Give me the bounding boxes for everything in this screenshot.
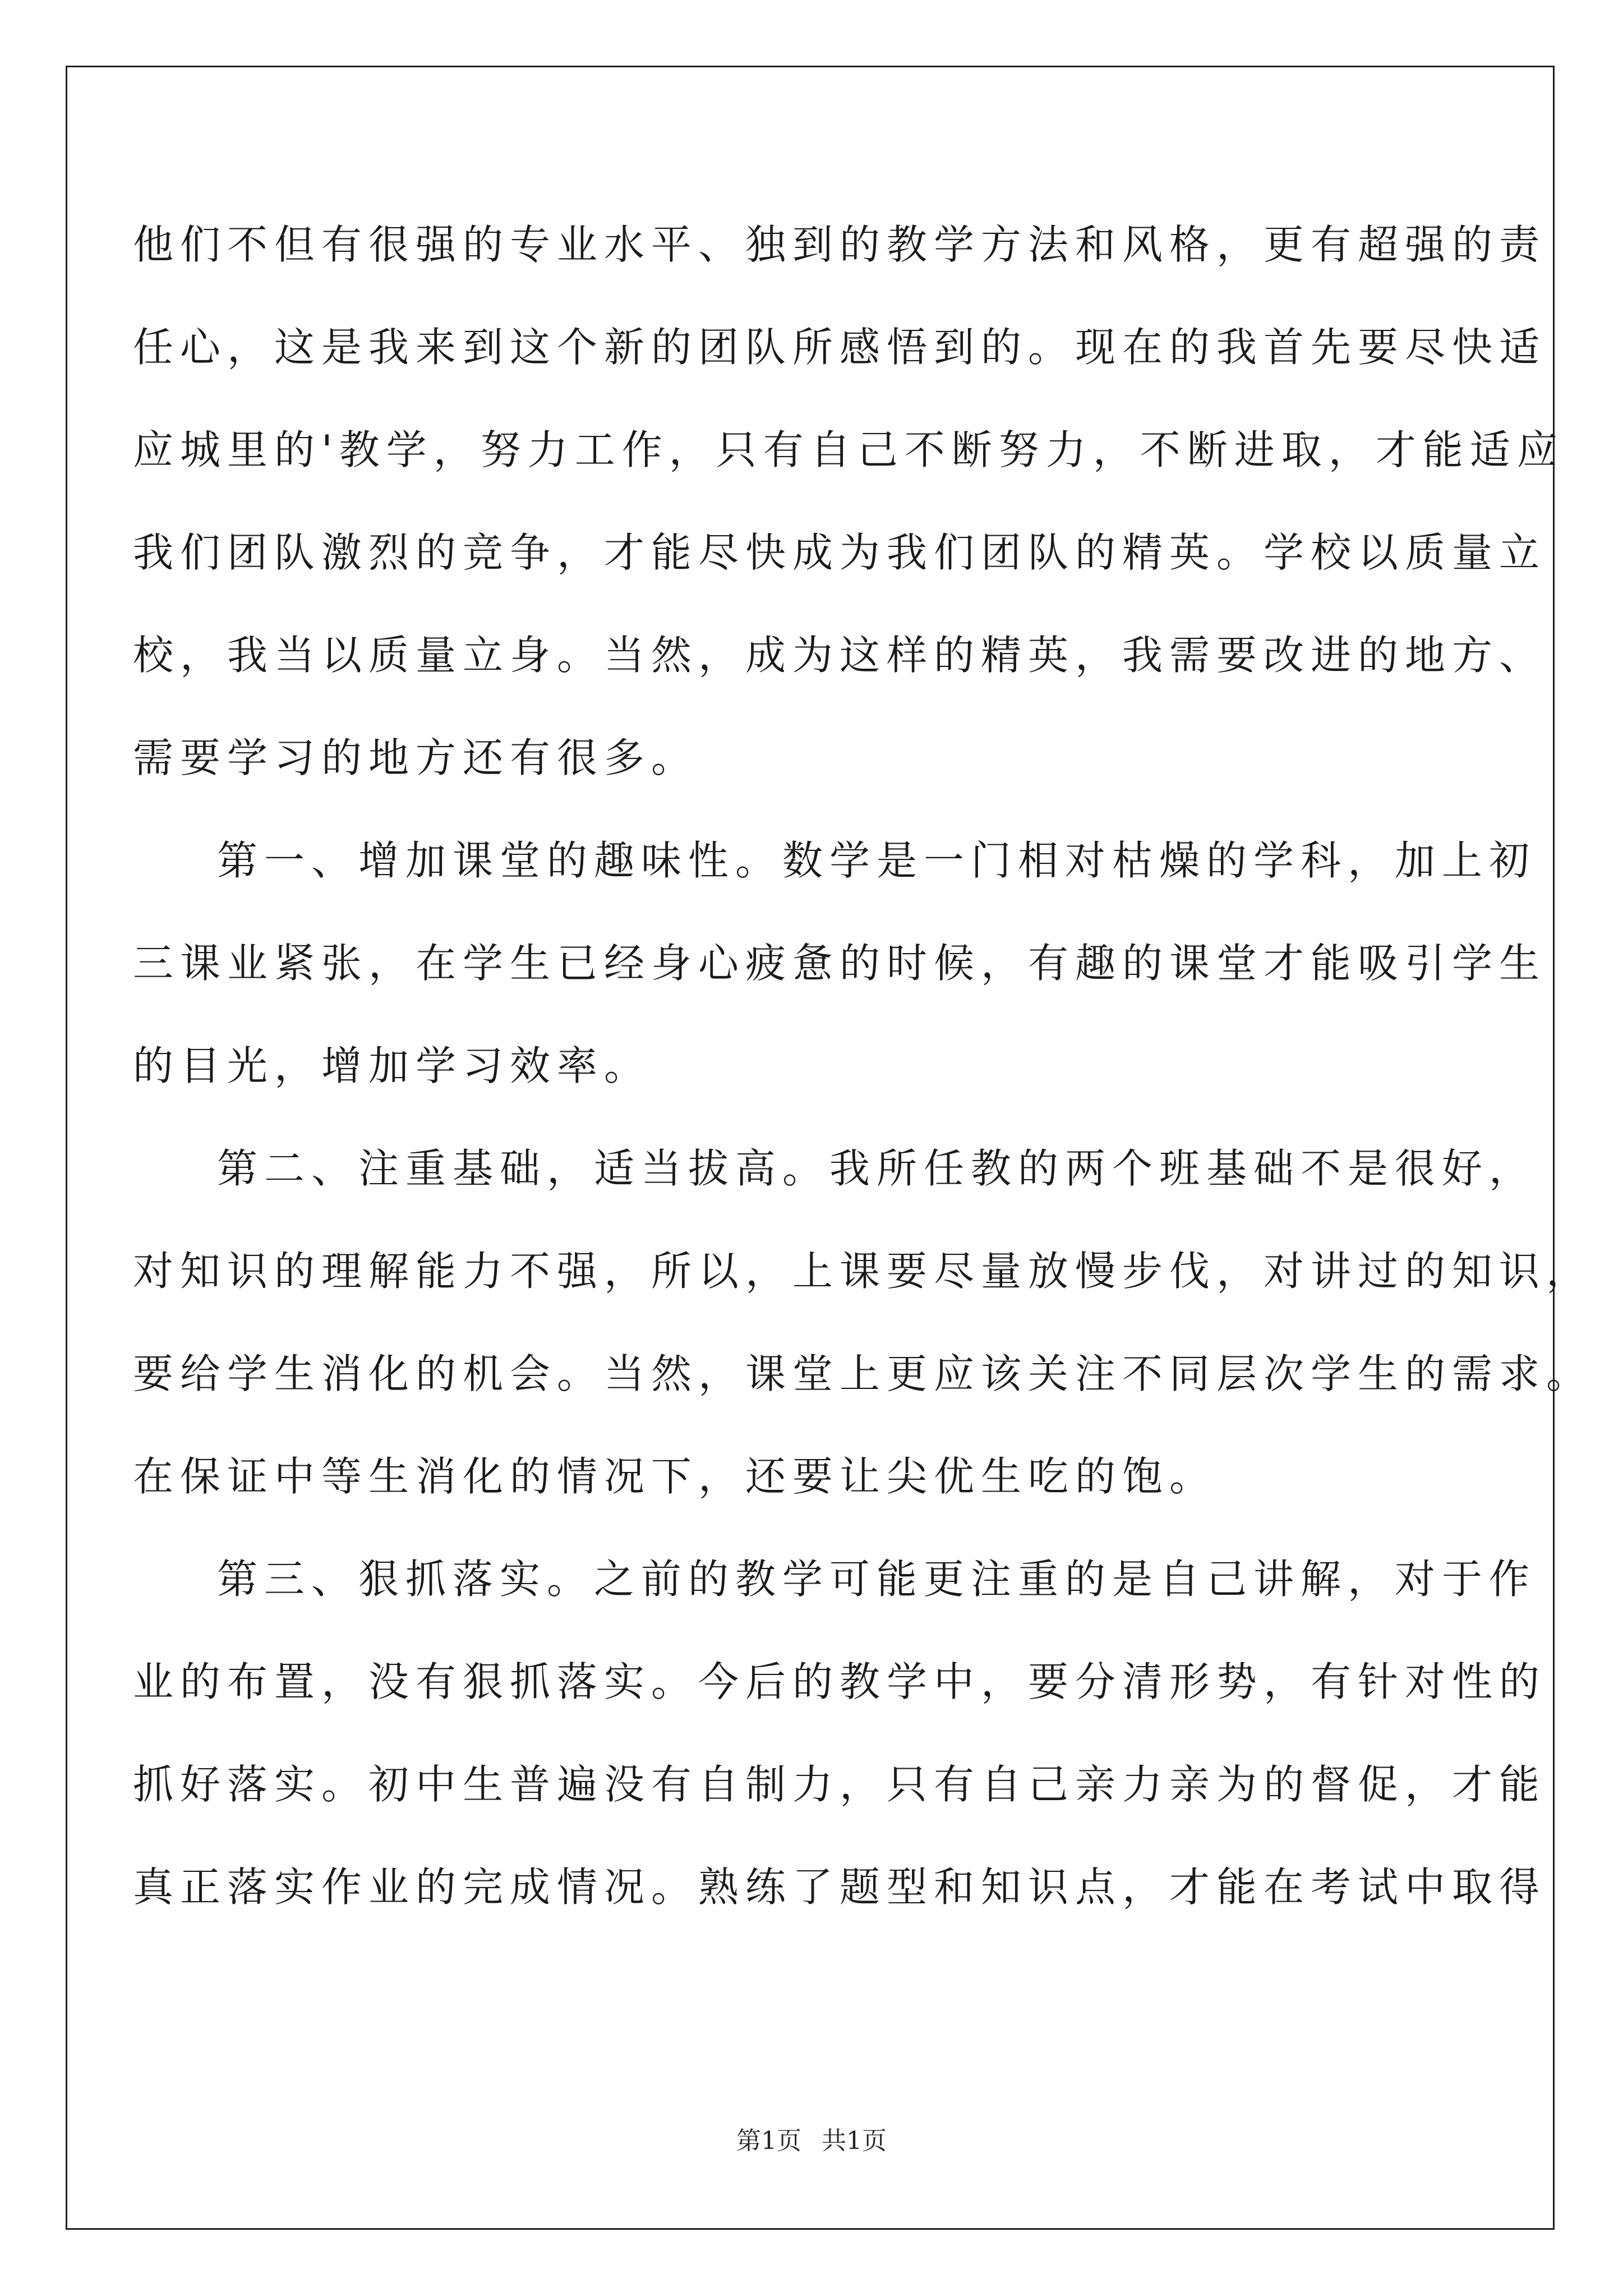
text-line: 我们团队激烈的竞争，才能尽快成为我们团队的精英。学校以质量立 [133,529,1547,576]
text-line: 三课业紧张，在学生已经身心疲惫的时候，有趣的课堂才能吸引学生 [133,940,1547,987]
paragraph-first-line: 第二、注重基础，适当拔高。我所任教的两个班基础不是很好， [217,1145,1537,1192]
paragraph-first-line: 第三、狠抓落实。之前的教学可能更注重的是自己讲解，对于作 [217,1556,1537,1603]
text-line: 真正落实作业的完成情况。熟练了题型和知识点，才能在考试中取得 [133,1864,1547,1911]
text-line: 抓好落实。初中生普遍没有自制力，只有自己亲力亲为的督促，才能 [133,1761,1547,1808]
text-line: 他们不但有很强的专业水平、独到的教学方法和风格，更有超强的责 [133,221,1547,268]
text-line: 任心，这是我来到这个新的团队所感悟到的。现在的我首先要尽快适 [133,324,1547,371]
text-line: 业的布置，没有狠抓落实。今后的教学中，要分清形势，有针对性的 [133,1658,1547,1705]
page-number: 第1页 [736,2127,801,2155]
page-footer [0,2120,1623,2156]
text-line: 的目光，增加学习效率。 [133,1042,652,1089]
text-line: 应城里的'教学，努力工作，只有自己不断努力，不断进取，才能适应 [133,426,1564,473]
text-line: 在保证中等生消化的情况下，还要让尖优生吃的饱。 [133,1453,1217,1500]
page-total: 共1页 [822,2127,887,2155]
text-line: 要给学生消化的机会。当然，课堂上更应该关注不同层次学生的需求。 [133,1350,1594,1397]
text-line: 需要学习的地方还有很多。 [133,734,699,781]
text-line: 对知识的理解能力不强，所以，上课要尽量放慢步伐，对讲过的知识， [133,1248,1594,1295]
paragraph-first-line: 第一、增加课堂的趣味性。数学是一门相对枯燥的学科，加上初 [217,837,1537,884]
text-line: 校，我当以质量立身。当然，成为这样的精英，我需要改进的地方、 [133,632,1547,679]
